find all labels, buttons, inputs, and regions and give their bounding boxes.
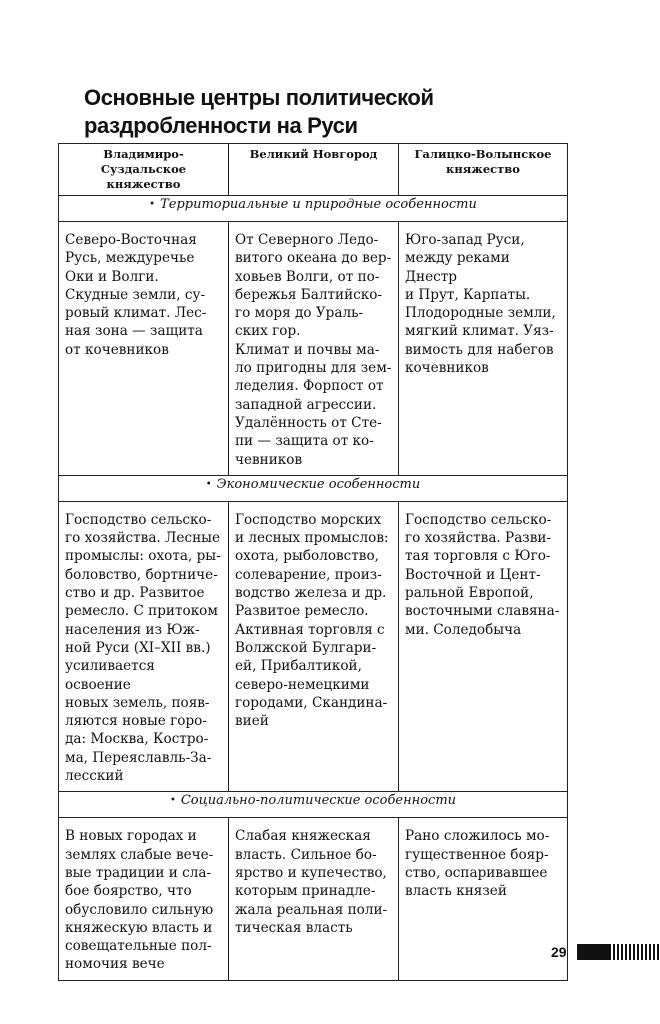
cell-economic-galicia-volhynia: Господство сельско- го хозяйства. Разви- тая торговля с Юго- Восточной и Цент- ральной Европой, восточными славяна- ми. Соледобыча [399, 501, 568, 791]
bullet-icon: • [169, 795, 176, 807]
section-heading-text: Экономические особенности [216, 476, 421, 492]
section-row-social-political [59, 792, 568, 818]
section-heading-territorial [59, 196, 568, 222]
cell-social-vladimir-suzdal: В новых городах и землях слабые вече- вые традиции и сла- бое боярство, что обусловило сильную княжескую власть и совещательные пол- номочия вече [59, 818, 229, 980]
section-heading-economic [59, 475, 568, 501]
column-header-novgorod: Великий Новгород [229, 144, 399, 196]
section-row-territorial [59, 196, 568, 222]
page-number: 29 [551, 944, 567, 960]
section-heading-text: Социально-политические особенности [180, 793, 457, 809]
page-marker-bar [577, 944, 660, 960]
cell-social-galicia-volhynia: Рано сложилось мо- гущественное бояр- ство, оспаривавшее власть князей [399, 818, 568, 980]
bullet-icon: • [149, 199, 156, 210]
bullet-icon: • [205, 478, 212, 490]
page-marker-solid [577, 944, 611, 960]
cell-economic-novgorod: Господство морских и лесных промыслов: охота, рыболовство, солеварение, произ- водство железа и др. Развитое ремесло. Активная торговля с Волжской Булгари- ей, Прибалтикой, северо-немецкими городами, Скандина- вией [229, 501, 399, 791]
column-header-vladimir-suzdal: Владимиро-Суздальское княжество [59, 144, 229, 196]
section-heading-text: Территориальные и природные особенности [160, 197, 477, 212]
column-header-galicia-volhynia: Галицко-Волынское княжество [399, 144, 568, 196]
page-title: Основные центры политической раздробленности на Руси [84, 85, 434, 138]
table-row-economic [59, 501, 568, 791]
section-heading-social-political [59, 792, 568, 818]
section-row-economic [59, 475, 568, 501]
cell-territorial-vladimir-suzdal: Северо-Восточная Русь, междуречье Оки и Волги. Скудные земли, су- ровый климат. Лес- ная зона — защита от кочевников [59, 222, 229, 476]
cell-territorial-novgorod: От Северного Ледо- витого океана до вер- ховьев Волги, от по- бережья Балтийско- го моря до Ураль- ских гор. Климат и почвы ма- ло пригодны для зем- леделия. Форпост от западной агрессии. Удалённость от Сте- пи — защита от ко- чевников [229, 222, 399, 476]
cell-social-novgorod: Слабая княжеская власть. Сильное бо- ярство и купечество, которым принадле- жала реальная поли- тическая власть [229, 818, 399, 980]
cell-territorial-galicia-volhynia: Юго-запад Руси, между реками Днестр и Прут, Карпаты. Плодородные земли, мягкий климат. Уяз- вимость для набегов кочевников [399, 222, 568, 476]
table-header-row [59, 144, 568, 196]
table-row-social-political [59, 818, 568, 980]
political-centers-table [58, 143, 568, 981]
table-row-territorial [59, 222, 568, 476]
cell-economic-vladimir-suzdal: Господство сельско- го хозяйства. Лесные промыслы: охота, ры- боловство, бортниче- ство и др. Развитое ремесло. С притоком населения из Юж- ной Руси (XI–XII вв.) усиливается освоение новых земель, появ- ляются новые горо- да: Москва, Костро- ма, Переяславль-За- лесский [59, 501, 229, 791]
